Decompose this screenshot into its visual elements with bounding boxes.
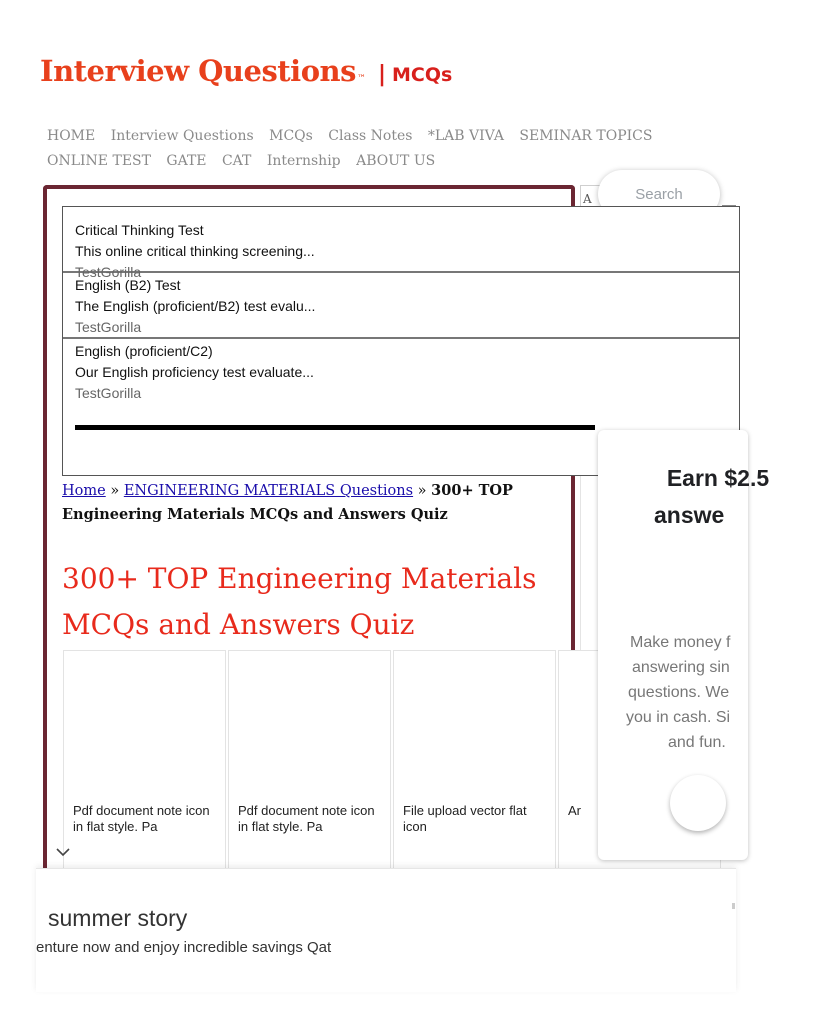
bottom-ad-description: enture now and enjoy incredible savings Qat (36, 939, 332, 956)
related-card-caption: Pdf document note icon in flat style. Pa (238, 803, 375, 834)
nav-item-online-test[interactable]: ONLINE TEST (47, 153, 151, 169)
nav-item-home[interactable]: HOME (47, 128, 96, 144)
earn-ad-headline-2: answe (654, 502, 725, 528)
page-title: 300+ TOP Engineering Materials MCQs and Answers Quiz (62, 562, 537, 641)
site-logo[interactable] (40, 54, 452, 88)
earn-ad-button[interactable] (670, 775, 726, 831)
logo-title: Interview Questions (40, 54, 356, 88)
nav-item-lab-viva[interactable]: *LAB VIVA (427, 128, 504, 144)
sponsored-item[interactable] (63, 207, 739, 280)
sponsored-item-title: Critical Thinking Test (75, 222, 204, 238)
earn-ad-line: answering sin (632, 659, 730, 676)
sponsored-item-desc: The English (proficient/B2) test evalu... (75, 298, 316, 314)
sponsored-divider (75, 425, 595, 430)
sponsored-item-source: TestGorilla (75, 319, 142, 335)
breadcrumb-current: 300+ TOP Engineering Materials MCQs and Answers Quiz (62, 482, 513, 523)
earn-ad-line: and fun. (668, 734, 726, 751)
logo-subtitle: MCQs (392, 64, 453, 86)
breadcrumb (62, 479, 552, 527)
sponsored-item-title: English (proficient/C2) (75, 343, 213, 359)
nav-item-mcqs[interactable]: MCQs (269, 128, 313, 144)
sponsored-item[interactable] (63, 273, 739, 339)
related-cards (63, 650, 581, 870)
search-box-edge[interactable]: A (580, 185, 604, 213)
breadcrumb-category-link[interactable]: ENGINEERING MATERIALS Questions (123, 483, 414, 499)
bottom-ad-banner[interactable] (36, 868, 736, 992)
earn-ad-headline: Earn $2.5 (666, 465, 770, 491)
breadcrumb-separator: » (105, 483, 124, 499)
earn-ad-line: you in cash. Si (626, 709, 731, 726)
related-card-caption: File upload vector flat icon (403, 803, 527, 834)
earn-ad-line: Make money f (630, 634, 731, 651)
logo-separator: | (377, 62, 386, 87)
breadcrumb-separator: » (413, 483, 432, 499)
nav-item-interview-questions[interactable]: Interview Questions (110, 128, 254, 144)
earn-ad-card[interactable] (598, 430, 770, 860)
chevron-down-icon[interactable] (56, 845, 70, 861)
nav-item-cat[interactable]: CAT (221, 153, 252, 169)
related-card-caption: Pdf document note icon in flat style. Pa (73, 803, 210, 834)
sponsored-item[interactable] (63, 339, 739, 405)
related-card[interactable] (393, 650, 556, 870)
sponsored-item-source: TestGorilla (75, 385, 142, 401)
nav-item-internship[interactable]: Internship (266, 153, 341, 169)
related-card-caption: Ar (568, 803, 581, 818)
sponsored-item-desc: Our English proficiency test evaluate... (75, 364, 314, 380)
breadcrumb-home-link[interactable]: Home (62, 483, 106, 499)
main-nav (47, 124, 687, 174)
logo-trademark: ™ (356, 74, 366, 84)
nav-item-about-us[interactable]: ABOUT US (356, 153, 436, 169)
earn-ad-line: questions. We (628, 684, 730, 701)
nav-item-gate[interactable]: GATE (166, 153, 207, 169)
related-card[interactable] (63, 650, 226, 870)
bottom-ad-marker (732, 903, 735, 909)
search-label: Search (635, 185, 683, 203)
earn-ad-body (624, 630, 824, 755)
nav-item-seminar-topics[interactable]: SEMINAR TOPICS (519, 128, 653, 144)
sponsored-item-source: TestGorilla (75, 264, 142, 280)
sponsored-item-desc: This online critical thinking screening... (75, 243, 315, 259)
nav-item-class-notes[interactable]: Class Notes (328, 128, 413, 144)
sponsored-item-title: English (B2) Test (75, 277, 181, 293)
bottom-ad-title: summer story (48, 905, 188, 931)
related-card[interactable] (228, 650, 391, 870)
